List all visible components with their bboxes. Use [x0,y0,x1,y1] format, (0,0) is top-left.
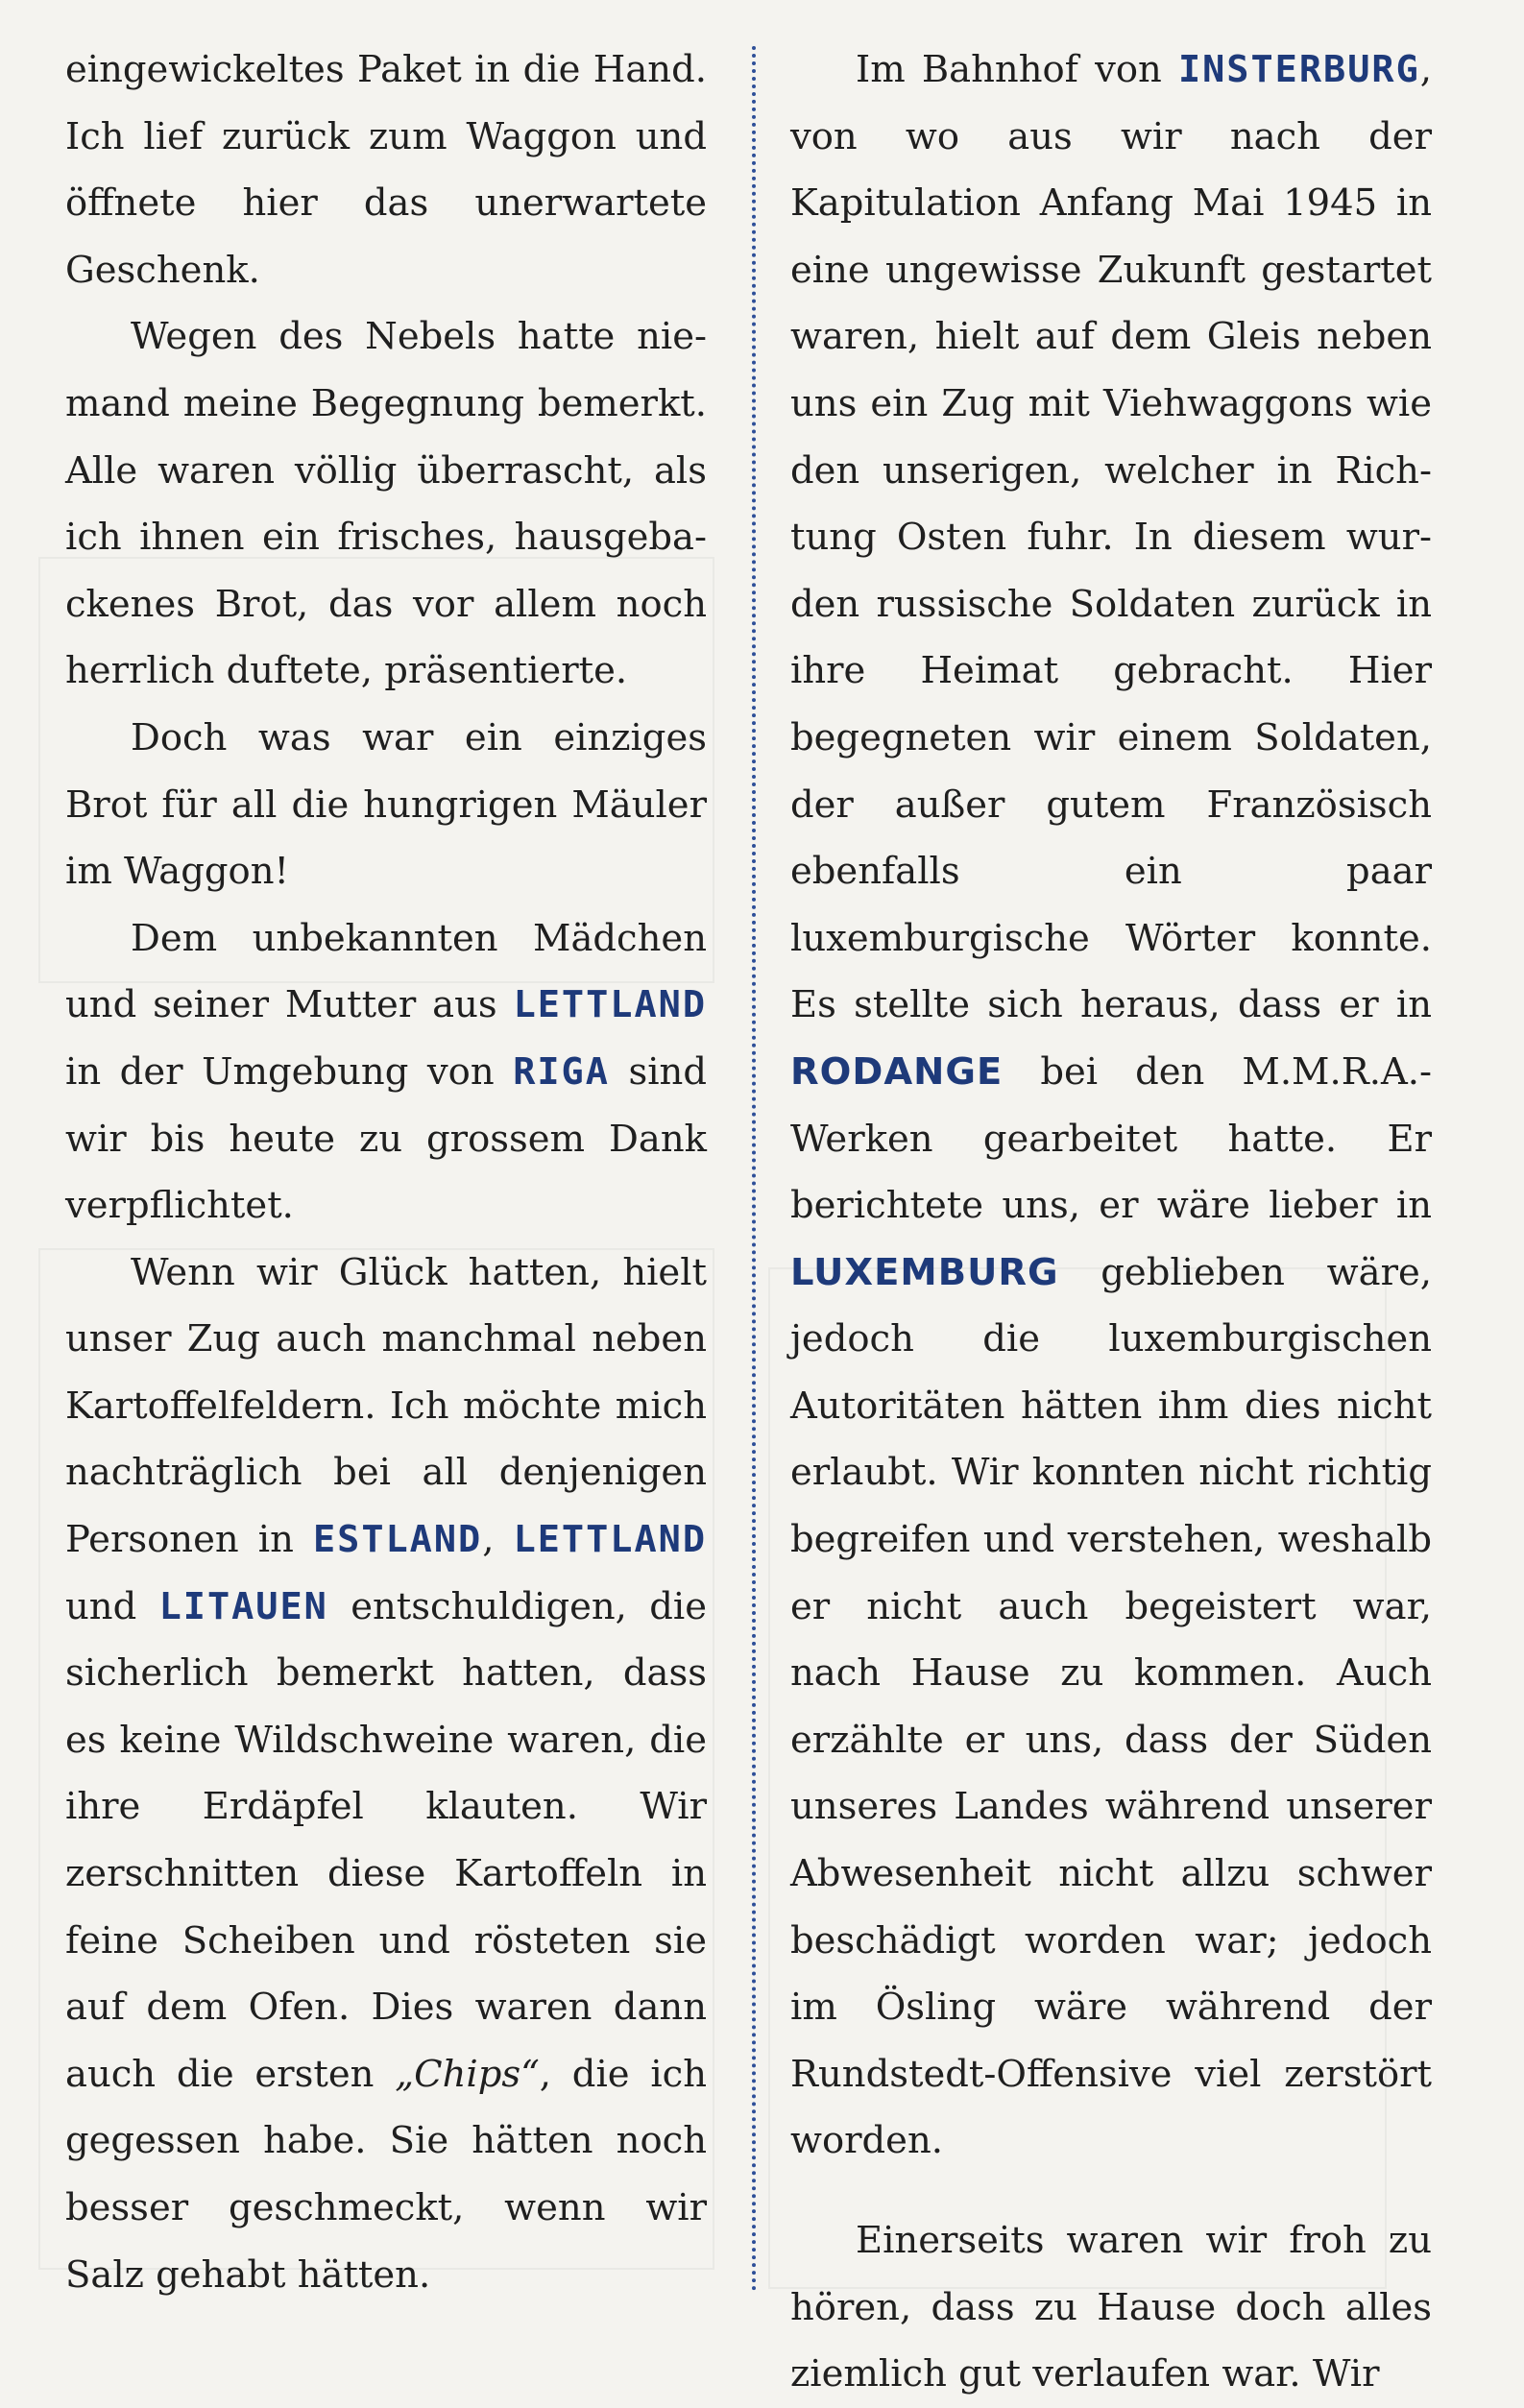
column-divider [752,46,756,2293]
place-name: RODANGE [790,1049,1004,1094]
place-name: LUXEMBURG [790,1250,1059,1294]
place-name: LITAUEN [158,1584,328,1628]
place-name: RIGA [513,1049,610,1094]
right-text-column [790,36,1432,2408]
left-text-column [65,36,707,2308]
paragraph: Einerseits waren wir froh zu hören, dass zu Hause doch alles ziemlich gut verlaufen war. Wir [790,2219,1432,2396]
paragraph: Doch was war ein einziges Brot für all die hungrigen Mäuler im Waggon! [65,715,707,894]
paragraph: Dem unbekannten Mädchen und seiner Mutter aus LETTLAND in der Umgebung von RIGA sind wir bis heute zu grossem Dank verpflichtet. [65,916,707,1228]
paragraph: Wenn wir Glück hatten, hielt unser Zug auch manchmal neben Kartoffelfeldern. Ich möchte mich nachträglich bei all denjenigen Personen in ESTLAND, LETTLAND und LITAUEN entschuldigen, die sicherlich bemerkt hatten, dass es keine Wildschweine waren, die ihre Erdäpfel klauten. Wir zerschnitten diese Kartoffeln in feine Scheiben und rösteten sie auf dem Ofen. Dies waren dann auch die ersten „Chips“, die ich gegessen habe. Sie hätten noch besser geschmeckt, wenn wir Salz gehabt hätten. [65,1250,707,2297]
paragraph: Wegen des Nebels hatte niemand meine Begegnung bemerkt. Alle waren völlig überrascht, als ich ihnen ein frisches, hausgebackenes Brot, das vor allem noch herrlich duftete, präsentierte. [65,315,707,693]
place-name: LETTLAND [513,983,707,1027]
chips-term: „Chips“ [395,2052,540,2096]
place-name: LETTLAND [513,1518,707,1562]
place-name: ESTLAND [312,1518,483,1562]
place-name: INSTERBURG [1177,48,1420,91]
paragraph: Im Bahnhof von INSTERBURG, von wo aus wir nach der Kapitulation Anfang Mai 1945 in eine ungewisse Zukunft gestartet waren, hielt auf dem Gleis neben uns ein Zug mit Viehwaggons wie den unserigen, welcher in Richtung Osten fuhr. In diesem wurden russische Soldaten zurück in ihre Heimat gebracht. Hier begegneten wir einem Soldaten, der außer gutem Französisch ebenfalls ein paar luxemburgische Wörter konnte. Es stellte sich heraus, dass er in RODANGE bei den M.M.R.A.-Werken gearbeitet hatte. Er berichtete uns, er wäre lieber in LUXEMBURG geblieben wäre, jedoch die luxemburgischen Autoritäten hätten ihm dies nicht erlaubt. Wir konnten nicht richtig begreifen und verstehen, weshalb er nicht auch begeistert war, nach Hause zu kommen. Auch erzählte er uns, dass der Süden unseres Landes während unserer Abwesenheit nicht allzu schwer beschädigt worden war; jedoch im Ösling wäre während der Rundstedt-Offensive viel zerstört worden. [790,48,1432,2163]
paragraph: eingewickeltes Paket in die Hand. Ich lief zurück zum Waggon und öffnete hier das unerwartete Geschenk. [65,48,707,292]
